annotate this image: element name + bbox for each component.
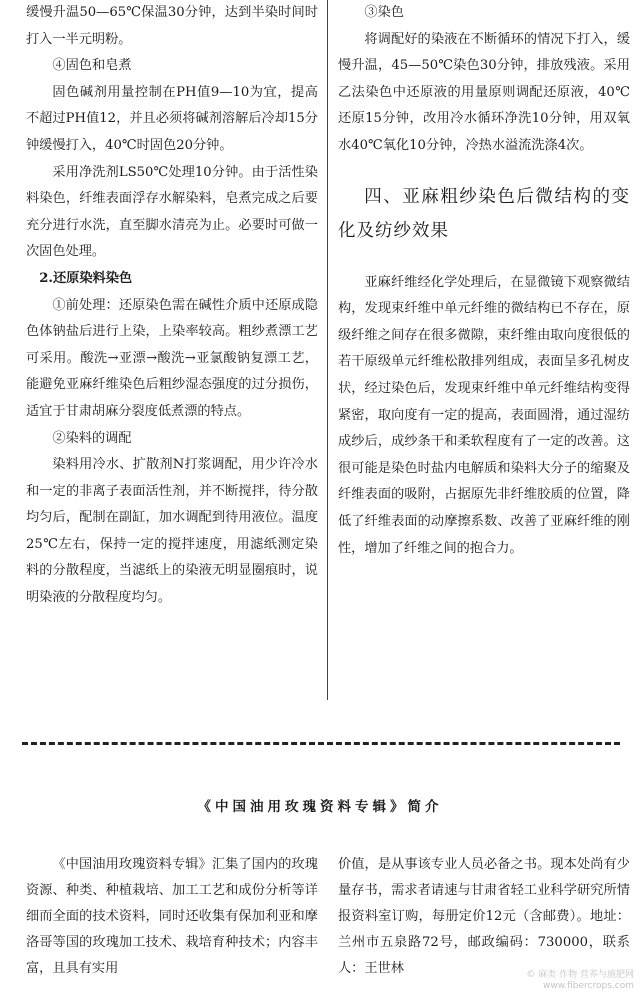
left-paragraph-2: 固色碱剂用量控制在PH值9—10为宜，提高不超过PH值12，并且必须将碱剂溶解后冷却15分钟缓慢打入，40℃时固色20分钟。	[26, 84, 318, 153]
right-column	[338, 0, 630, 562]
subheading-fixing-soaping: ④固色和皂煮	[52, 58, 132, 74]
intro-right-text: 价值，是从事该专业人员必备之书。现本处尚有少量存书，需求者请速与甘肃省轻工业科学研究所情报资料室订购，每册定价12元（含邮费）。地址：兰州市五泉路72号，邮政编码：730000，联系人：王世林	[338, 857, 630, 976]
watermark-line-1: © 麻类 作物 营养与施肥网	[526, 970, 634, 980]
left-paragraph-1: 缓慢升温50—65℃保温30分钟，达到半染时间时打入一半元明粉。	[26, 5, 318, 47]
left-column	[26, 0, 318, 612]
right-paragraph-2: 亚麻纤维经化学处理后，在显微镜下观察微结构，发现束纤维中单元纤维的微结构已不存在，原级纤维之间存在很多微隙，束纤维由取向度很低的若干原级单元纤维松散排列组成，表面呈多孔树皮状，经过染色后，发现束纤维中单元纤维结构变得紧密，取向度有一定的提高，表面圆滑，通过湿纺成纱后，成纱条干和柔软程度有了一定的改善。这很可能是染色时盐内电解质和染料大分子的缩聚及纤维表面的吸附，占据原先非纤维胶质的位置，降低了纤维表面的动摩擦系数、改善了亚麻纤维的刚性，增加了纤维之间的抱合力。	[338, 274, 630, 556]
watermark	[526, 970, 634, 992]
heading-vat-dye: 2.还原染料染色	[39, 270, 133, 286]
left-paragraph-5: 染料用冷水、扩散剂N打浆调配，用少许冷水和一定的非离子表面活性剂，并不断搅拌，待分散均匀后，配制在副缸，加水调配到待用液位。温度25℃左右，保持一定的搅拌速度，用滤纸测定染料的分散程度，当滤纸上的染液无明显圈痕时，说明染液的分散程度均匀。	[26, 457, 318, 606]
subheading-dyeing: ③染色	[364, 5, 404, 20]
intro-left-column	[26, 852, 318, 982]
section-title: 四、亚麻粗纱染色后微结构的变化及纺纱效果	[338, 186, 630, 241]
watermark-line-2: www.fibercrops.com	[543, 981, 634, 991]
column-divider	[327, 0, 328, 700]
intro-right-column	[338, 852, 630, 982]
subheading-dye-preparation: ②染料的调配	[52, 430, 132, 446]
intro-left-text: 《中国油用玫瑰资料专辑》汇集了国内的玫瑰资源、种类、种植栽培、加工工艺和成份分析等详细而全面的技术资料，同时还收集有保加利亚和摩洛哥等国的玫瑰加工技术、栽培育种技术；内容丰富，且具有实用	[26, 857, 318, 976]
left-paragraph-4: ①前处理：还原染色需在碱性介质中还原成隐色体钠盐后进行上染，上染率较高。粗纱煮漂工艺可采用。酸洗→亚漂→酸洗→亚氯酸钠复漂工艺，能避免亚麻纤维染色后粗纱湿态强度的过分损伤，适宜于甘肃胡麻分裂度低煮漂的特点。	[26, 297, 318, 419]
intro-title: 《中国油用玫瑰资料专辑》简介	[197, 799, 443, 815]
left-paragraph-3: 采用净洗剂LS50℃处理10分钟。由于活性染料染色，纤维表面浮存水解染料，皂煮完成之后要充分进行水洗，直至脚水清亮为止。必要时可做一次固色处理。	[26, 164, 318, 260]
dashed-separator	[22, 742, 620, 745]
right-paragraph-1: 将调配好的染液在不断循环的情况下打入，缓慢升温，45—50℃染色30分钟，排放残液。采用乙法染色中还原液的用量原则调配还原液，40℃还原15分钟，改用冷水循环净洗10分钟，用双氧水40℃氧化10分钟，冷热水溢流洗涤4次。	[338, 31, 630, 153]
